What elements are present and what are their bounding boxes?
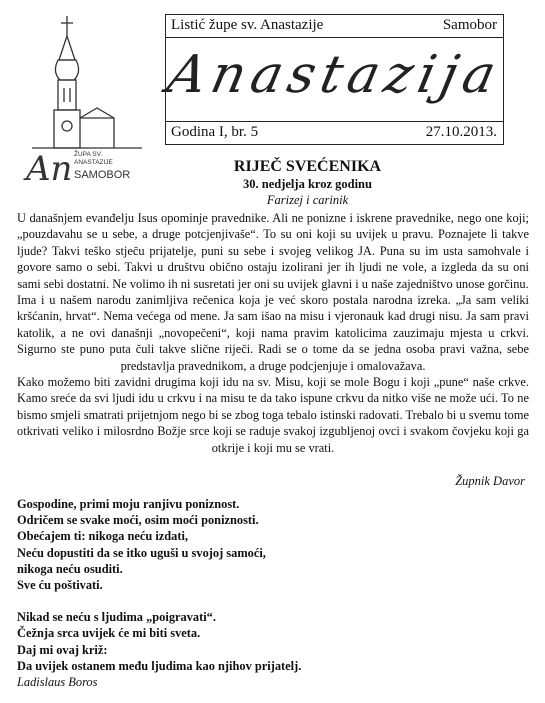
article-paragraph: Ima i u našem narodu zanimljiva rečenica koja je već skoro postala narodna izreka. „Ja sam veliki kršćanin, hrvat“. Nema većega od mene. Ja sam išao na misu i vjeronauk kad drugi nisu. Ja sam pravi katolik, a ne ovi današnji „novopečeni“, koji nama pravim katolicima zauzimaju mjesta u crkvi. Sigurno ste puno puta čuli takve slične riječi. Radi se o tome da se jedna osoba pravi važna, sebe predstavlja pravednikom, a druge podcjenjuje i omalovažava. <box>17 293 529 373</box>
masthead-box <box>162 14 507 145</box>
prayer-line: Sve ću poštivati. <box>17 578 103 593</box>
logo-monogram: An <box>26 149 73 189</box>
prayer-author: Ladislaus Boros <box>17 675 98 690</box>
newsletter-label: Listić župe sv. Anastazije <box>171 17 324 33</box>
logo-text-line2: ANASTAZIJE <box>74 159 113 166</box>
header-bottom-bar <box>166 121 503 144</box>
logo-text-line3: SAMOBOR <box>74 169 131 181</box>
article-paragraph: U današnjem evanđelju Isus opominje pravednike. Ali ne ponizne i iskrene pravednike, nego one koji; „pouzdavahu se u sebe, a druge potcjenjivaše“. To su oni koji su uvijek u pravu. Poznajete li takve ljude? Takvi teško stječu prijatelje, puni su sebe i svojeg velikog JA. Puna su im usta samohvale i govore samo o sebi. Takvi u društvu obično ostaju izolirani jer ih ljudi ne vole, a izgleda da su oni sami sebi dostatni. Ne volimo ih ni susretati jer oni su uvijek glavni i u naše zajedništvo unose gorčinu. <box>17 211 529 291</box>
prayer-line: Nikad se neću s ljudima „poigravati“. <box>17 610 216 625</box>
town-label: Samobor <box>442 17 497 33</box>
prayer-line: Neću dopustiti da se itko uguši u svojoj samoći, <box>17 545 266 560</box>
masthead-title: Anastazija <box>162 45 507 105</box>
prayer-line: Da uvijek ostanem među ljudima kao njihov prijatelj. <box>17 658 302 673</box>
prayer-line: Gospodine, primi moju ranjivu poniznost. <box>17 497 240 511</box>
article-signature: Župnik Davor <box>455 474 525 488</box>
article-title: RIJEČ SVEĆENIKA <box>233 158 382 175</box>
prayer-line: Daj mi ovaj križ: <box>17 642 108 657</box>
prayer <box>17 496 301 690</box>
issue-number: Godina I, br. 5 <box>171 124 259 140</box>
prayer-line: nikoga neću osuditi. <box>17 561 123 576</box>
article-subtitle: 30. nedjelja kroz godinu <box>243 177 372 191</box>
prayer-line: Odričem se svake moći, osim moći poniznosti. <box>17 513 259 528</box>
article-subtitle-gospel: Farizej i carinik <box>266 193 349 207</box>
header-top-bar <box>166 15 503 38</box>
logo-text-line1: ŽUPA SV. <box>74 151 103 158</box>
prayer-line: Obećajem ti: nikoga neću izdati, <box>17 529 189 544</box>
issue-date: 27.10.2013. <box>425 124 497 140</box>
article-body <box>17 210 529 456</box>
stanza-gap <box>17 593 301 609</box>
prayer-line: Čežnja srca uvijek će mi biti sveta. <box>17 626 201 641</box>
article-paragraph: Kako možemo biti zavidni drugima koji idu na sv. Misu, koji se mole Bogu i koji „pune“ naše crkve. Kamo sreće da svi ljudi idu u crkvu i na misu te da tako ispune crkvu da nitko više ne može ući. To ne bismo smjeli smatrati prijetnjom nego bi se zbog toga tebalo istinski radovati. Trebalo bi u svemu tome otkrivati veliko i milosrdno Božje srce koji se raduje svakoj izgubljenoj ovci i svakom čovjeku koji ga otkrije i koji mu se vrati. <box>17 375 529 455</box>
